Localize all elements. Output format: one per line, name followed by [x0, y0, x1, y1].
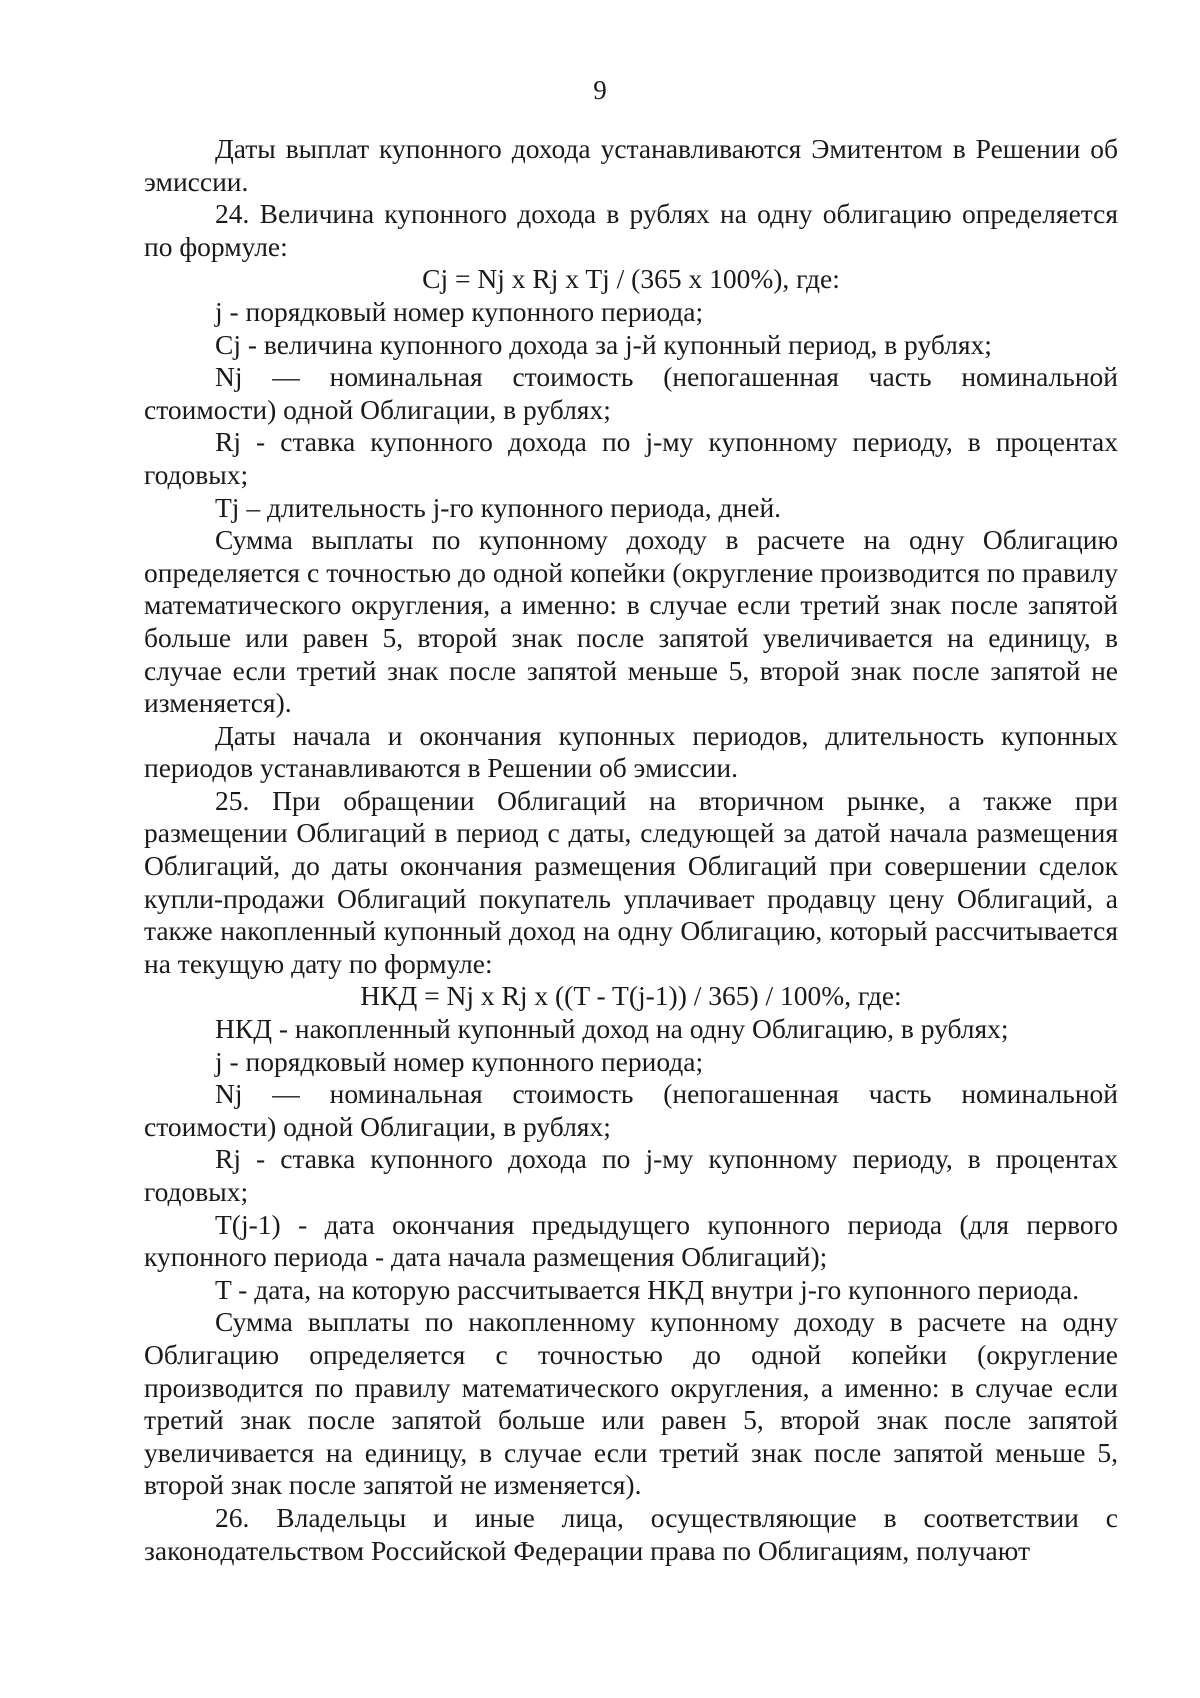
paragraph-item-24: 24. Величина купонного дохода в рублях на одну облигацию определяется по формуле:	[144, 198, 1118, 262]
definition-nkd: НКД - накопленный купонный доход на одну Облигацию, в рублях;	[215, 1013, 1009, 1045]
definition-j-2: j - порядковый номер купонного периода;	[215, 1045, 704, 1077]
paragraph-coupon-dates: Даты выплат купонного дохода устанавливаются Эмитентом в Решении об эмиссии.	[144, 133, 1118, 197]
definition-j: j - порядковый номер купонного периода;	[215, 295, 704, 327]
paragraph-rounding-coupon: Сумма выплаты по купонному доходу в расчете на одну Облигацию определяется с точностью до одной копейки (округление производится по правилу математического округления, а именно: в случае если третий знак после запятой больше или равен 5, второй знак после запятой увеличивается на единицу, в случае если третий знак после запятой меньше 5, второй знак после запятой не изменяется).	[144, 524, 1118, 719]
formula-accrued-income: НКД = Nj x Rj x ((T - T(j-1)) / 365) / 100%, где:	[360, 980, 902, 1012]
definition-nj-2: Nj — номинальная стоимость (непогашенная часть номинальной стоимости) одной Облигации, в рублях;	[144, 1078, 1118, 1142]
formula-coupon-income: Cj = Nj x Rj x Tj / (365 x 100%), где:	[422, 263, 840, 295]
paragraph-period-dates: Даты начала и окончания купонных периодов, длительность купонных периодов устанавливаются в Решении об эмиссии.	[144, 719, 1118, 784]
definition-nj: Nj — номинальная стоимость (непогашенная часть номинальной стоимости) одной Облигации, в рублях;	[144, 361, 1118, 425]
document-body	[144, 133, 1118, 1567]
definition-rj-2: Rj - ставка купонного дохода по j-му купонному периоду, в процентах годовых;	[144, 1143, 1118, 1207]
paragraph-item-26: 26. Владельцы и иные лица, осуществляющие в соответствии с законодательством Российской Федерации права по Облигациям, получают	[144, 1501, 1118, 1566]
definition-t-prev: T(j-1) - дата окончания предыдущего купонного периода (для первого купонного периода - дата начала размещения Облигаций);	[144, 1208, 1118, 1273]
paragraph-rounding-accrued: Сумма выплаты по накопленному купонному доходу в расчете на одну Облигацию определяется с точностью до одной копейки (округление производится по правилу математического округления, а именно: в случае если третий знак после запятой больше или равен 5, второй знак после запятой увеличивается на единицу, в случае если третий знак после запятой меньше 5, второй знак после запятой не изменяется).	[144, 1306, 1118, 1501]
definition-t: T - дата, на которую рассчитывается НКД внутри j-го купонного периода.	[215, 1273, 1080, 1305]
paragraph-item-25: 25. При обращении Облигаций на вторичном рынке, а также при размещении Облигаций в период с даты, следующей за датой начала размещения Облигаций, до даты окончания размещения Облигаций при совершении сделок купли-продажи Облигаций покупатель уплачивает продавцу цену Облигаций, а также накопленный купонный доход на одну Облигацию, который рассчитывается на текущую дату по формуле:	[144, 784, 1118, 979]
definition-cj: Cj - величина купонного дохода за j-й купонный период, в рублях;	[215, 328, 992, 360]
definition-tj: Tj – длительность j-го купонного периода, дней.	[215, 491, 782, 523]
page-number: 9	[593, 75, 607, 105]
definition-rj: Rj - ставка купонного дохода по j-му купонному периоду, в процентах годовых;	[144, 426, 1118, 490]
